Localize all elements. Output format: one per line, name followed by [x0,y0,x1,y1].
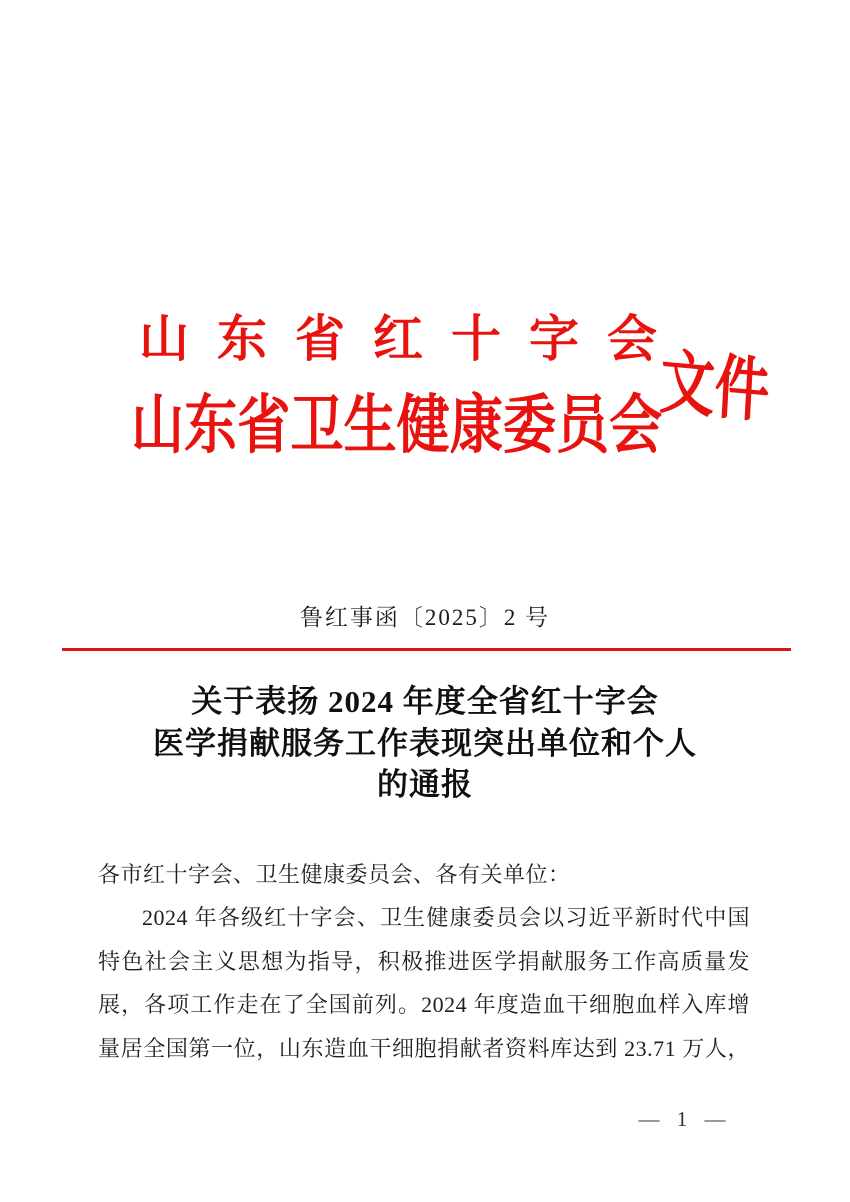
body-paragraph-line: 特色社会主义思想为指导，积极推进医学捐献服务工作高质量发 [98,948,750,974]
body-paragraph-line: 量居全国第一位，山东造血干细胞捐献者资料库达到 23.71 万人， [98,1035,750,1061]
letterhead-issuer-line1: 山东省红十字会 [139,311,685,367]
body-paragraph-line: 展，各项工作走在了全国前列。2024 年度造血干细胞血样入库增 [98,992,750,1018]
doc-reference-number: 鲁红事函〔2025〕2 号 [299,605,551,630]
body-salutation: 各市红十字会、卫生健康委员会、各有关单位： [98,862,571,887]
red-separator-rule [62,648,791,651]
body-paragraph-line: 2024 年各级红十字会、卫生健康委员会以习近平新时代中国 [142,905,750,931]
doc-title-line3: 的通报 [377,767,473,802]
page-number: — 1 — [638,1107,732,1131]
letterhead-issuer-line2: 山东省卫生健康委员会 [131,390,663,461]
doc-title-line2: 医学捐献服务工作表现突出单位和个人 [153,725,697,761]
doc-body [98,853,750,1070]
doc-title [0,681,850,806]
doc-title-line1: 关于表扬 2024 年度全省红十字会 [191,684,659,719]
letterhead-doc-type-label: 文件 [658,345,772,432]
